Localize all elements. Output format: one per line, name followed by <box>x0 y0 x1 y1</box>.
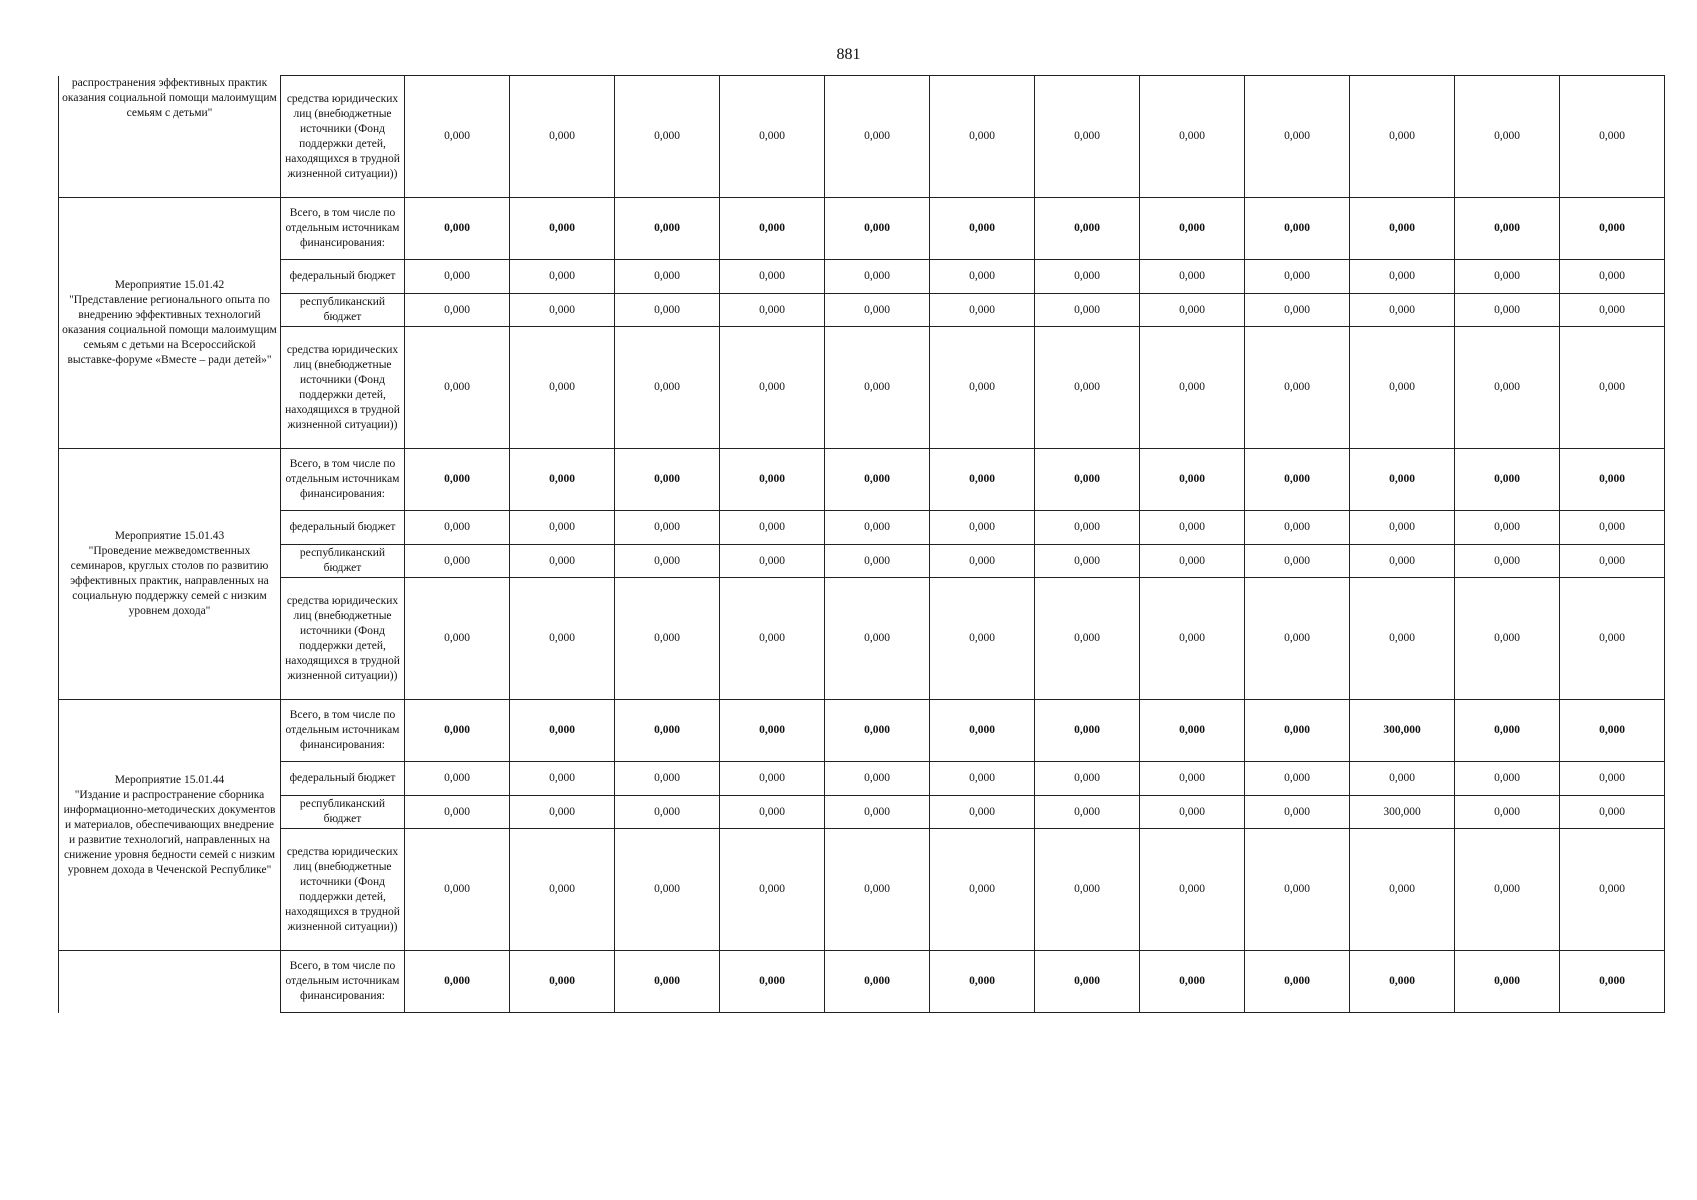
value-cell: 0,000 <box>1245 449 1350 511</box>
event-description: "Проведение межведомственных семинаров, круглых столов по развитию эффективных практик, направленных на социальную поддержку семей с низким уровнем дохода" <box>70 545 269 617</box>
value-cell: 300,000 <box>1350 700 1455 762</box>
value-cell: 0,000 <box>1245 545 1350 578</box>
value-cell: 0,000 <box>1035 327 1140 449</box>
value-cell: 0,000 <box>1560 327 1665 449</box>
value-cell: 0,000 <box>720 449 825 511</box>
event-description: распространения эффективных практик оказания социальной помощи малоимущим семьям с детьми" <box>62 76 277 119</box>
value-cell: 0,000 <box>405 829 510 951</box>
value-cell: 0,000 <box>1035 294 1140 327</box>
value-cell: 0,000 <box>930 545 1035 578</box>
value-cell: 0,000 <box>615 829 720 951</box>
value-cell: 0,000 <box>1455 829 1560 951</box>
value-cell: 0,000 <box>1350 198 1455 260</box>
value-cell: 0,000 <box>930 327 1035 449</box>
value-cell: 0,000 <box>1035 578 1140 700</box>
value-cell: 0,000 <box>930 951 1035 1013</box>
value-cell: 0,000 <box>1350 829 1455 951</box>
value-cell: 0,000 <box>1140 449 1245 511</box>
event-description: "Издание и распространение сборника информационно-методических документов и материалов, обеспечивающих внедрение и развитие технологий, направленных на снижение уровня бедности семей с низким уровнем дохода в Чеченской Республике" <box>63 788 276 876</box>
value-cell: 0,000 <box>1035 511 1140 545</box>
value-cell: 0,000 <box>1350 327 1455 449</box>
value-cell: 0,000 <box>405 796 510 829</box>
table-row <box>59 762 1665 796</box>
value-cell: 0,000 <box>1140 762 1245 796</box>
value-cell: 0,000 <box>825 449 930 511</box>
value-cell: 0,000 <box>1560 700 1665 762</box>
value-cell: 0,000 <box>1245 327 1350 449</box>
value-cell: 0,000 <box>825 578 930 700</box>
funding-source: Всего, в том числе по отдельным источникам финансирования: <box>281 449 405 511</box>
event-title: Мероприятие 15.01.43 <box>114 530 225 542</box>
value-cell: 0,000 <box>720 76 825 198</box>
value-cell: 0,000 <box>405 700 510 762</box>
value-cell: 0,000 <box>615 511 720 545</box>
value-cell: 0,000 <box>1560 294 1665 327</box>
value-cell: 0,000 <box>1245 762 1350 796</box>
value-cell: 0,000 <box>1245 260 1350 294</box>
value-cell: 0,000 <box>720 260 825 294</box>
value-cell: 0,000 <box>1245 951 1350 1013</box>
value-cell: 0,000 <box>930 294 1035 327</box>
value-cell: 0,000 <box>1455 511 1560 545</box>
value-cell: 0,000 <box>1350 511 1455 545</box>
value-cell: 0,000 <box>1455 578 1560 700</box>
table-row <box>59 294 1665 327</box>
value-cell: 0,000 <box>1140 951 1245 1013</box>
value-cell: 0,000 <box>1350 449 1455 511</box>
table-row <box>59 578 1665 700</box>
value-cell: 0,000 <box>930 829 1035 951</box>
value-cell: 0,000 <box>930 796 1035 829</box>
value-cell: 0,000 <box>1560 951 1665 1013</box>
value-cell: 0,000 <box>1140 829 1245 951</box>
value-cell: 0,000 <box>825 951 930 1013</box>
funding-source: Всего, в том числе по отдельным источникам финансирования: <box>281 951 405 1013</box>
value-cell: 0,000 <box>825 511 930 545</box>
value-cell: 0,000 <box>1455 762 1560 796</box>
value-cell: 0,000 <box>1455 951 1560 1013</box>
value-cell: 0,000 <box>720 511 825 545</box>
value-cell: 0,000 <box>1140 578 1245 700</box>
value-cell: 0,000 <box>1140 294 1245 327</box>
value-cell: 0,000 <box>1560 762 1665 796</box>
value-cell: 0,000 <box>1035 260 1140 294</box>
page-number: 881 <box>836 46 861 63</box>
funding-source: средства юридических лиц (внебюджетные источники (Фонд поддержки детей, находящихся в трудной жизненной ситуации)) <box>281 76 405 198</box>
value-cell: 0,000 <box>1035 76 1140 198</box>
value-cell: 0,000 <box>1140 545 1245 578</box>
value-cell: 0,000 <box>825 762 930 796</box>
value-cell: 0,000 <box>825 829 930 951</box>
event-title: Мероприятие 15.01.44 <box>114 773 225 786</box>
table-row <box>59 76 1665 198</box>
value-cell: 0,000 <box>1455 449 1560 511</box>
event-cell <box>59 76 281 198</box>
value-cell: 0,000 <box>825 260 930 294</box>
value-cell: 0,000 <box>615 951 720 1013</box>
value-cell: 0,000 <box>1350 578 1455 700</box>
value-cell: 0,000 <box>1245 829 1350 951</box>
value-cell: 0,000 <box>1140 511 1245 545</box>
event-cell <box>59 198 281 449</box>
value-cell: 0,000 <box>1560 578 1665 700</box>
budget-table <box>58 75 1665 1013</box>
value-cell: 0,000 <box>1035 762 1140 796</box>
value-cell: 0,000 <box>615 796 720 829</box>
value-cell: 0,000 <box>1245 294 1350 327</box>
value-cell: 0,000 <box>1560 545 1665 578</box>
value-cell: 0,000 <box>720 951 825 1013</box>
value-cell: 0,000 <box>930 511 1035 545</box>
value-cell: 0,000 <box>1455 294 1560 327</box>
table-row <box>59 545 1665 578</box>
value-cell: 0,000 <box>1140 198 1245 260</box>
value-cell: 0,000 <box>720 578 825 700</box>
funding-source: Всего, в том числе по отдельным источникам финансирования: <box>281 198 405 260</box>
value-cell: 0,000 <box>720 829 825 951</box>
value-cell: 0,000 <box>825 198 930 260</box>
funding-source: республиканский бюджет <box>281 545 405 578</box>
value-cell: 0,000 <box>615 198 720 260</box>
table-row <box>59 449 1665 511</box>
value-cell: 0,000 <box>510 198 615 260</box>
value-cell: 0,000 <box>1140 76 1245 198</box>
value-cell: 0,000 <box>1035 449 1140 511</box>
funding-source: средства юридических лиц (внебюджетные источники (Фонд поддержки детей, находящихся в трудной жизненной ситуации)) <box>281 578 405 700</box>
value-cell: 0,000 <box>1245 700 1350 762</box>
value-cell: 0,000 <box>1035 796 1140 829</box>
value-cell: 0,000 <box>615 449 720 511</box>
value-cell: 0,000 <box>405 294 510 327</box>
value-cell: 0,000 <box>1350 260 1455 294</box>
value-cell: 0,000 <box>1140 700 1245 762</box>
value-cell: 0,000 <box>510 327 615 449</box>
value-cell: 0,000 <box>1350 545 1455 578</box>
table-row <box>59 511 1665 545</box>
value-cell: 0,000 <box>825 327 930 449</box>
value-cell: 0,000 <box>1245 198 1350 260</box>
table-row <box>59 700 1665 762</box>
value-cell: 0,000 <box>1140 327 1245 449</box>
value-cell: 0,000 <box>720 198 825 260</box>
value-cell: 0,000 <box>405 578 510 700</box>
value-cell: 0,000 <box>930 76 1035 198</box>
value-cell: 0,000 <box>720 545 825 578</box>
value-cell: 0,000 <box>825 76 930 198</box>
funding-source: федеральный бюджет <box>281 762 405 796</box>
event-title: Мероприятие 15.01.42 <box>114 279 225 291</box>
value-cell: 0,000 <box>405 762 510 796</box>
event-description: "Представление регионального опыта по внедрению эффективных технологий оказания социальной помощи малоимущим семьям с детьми на Всероссийской выставке-форуме «Вместе – ради детей»" <box>62 294 277 366</box>
value-cell: 0,000 <box>405 76 510 198</box>
value-cell: 0,000 <box>825 294 930 327</box>
value-cell: 0,000 <box>615 294 720 327</box>
table-row <box>59 796 1665 829</box>
value-cell: 0,000 <box>615 76 720 198</box>
value-cell: 0,000 <box>510 545 615 578</box>
value-cell: 0,000 <box>405 449 510 511</box>
value-cell: 0,000 <box>510 294 615 327</box>
value-cell: 0,000 <box>1245 511 1350 545</box>
funding-source: Всего, в том числе по отдельным источникам финансирования: <box>281 700 405 762</box>
value-cell: 0,000 <box>405 260 510 294</box>
value-cell: 0,000 <box>1140 260 1245 294</box>
event-cell <box>59 449 281 700</box>
value-cell: 0,000 <box>1560 198 1665 260</box>
value-cell: 0,000 <box>1455 260 1560 294</box>
value-cell: 0,000 <box>1560 260 1665 294</box>
value-cell: 0,000 <box>1455 700 1560 762</box>
value-cell: 0,000 <box>1035 198 1140 260</box>
value-cell: 0,000 <box>930 198 1035 260</box>
value-cell: 0,000 <box>1455 327 1560 449</box>
event-cell <box>59 951 281 1013</box>
value-cell: 0,000 <box>1140 796 1245 829</box>
value-cell: 0,000 <box>720 762 825 796</box>
value-cell: 0,000 <box>1035 829 1140 951</box>
value-cell: 0,000 <box>615 545 720 578</box>
value-cell: 0,000 <box>1245 578 1350 700</box>
value-cell: 0,000 <box>615 762 720 796</box>
value-cell: 0,000 <box>1350 76 1455 198</box>
value-cell: 0,000 <box>720 294 825 327</box>
value-cell: 0,000 <box>930 578 1035 700</box>
value-cell: 0,000 <box>615 260 720 294</box>
value-cell: 0,000 <box>510 951 615 1013</box>
value-cell: 0,000 <box>1455 796 1560 829</box>
event-cell <box>59 700 281 951</box>
table-row <box>59 951 1665 1013</box>
value-cell: 0,000 <box>405 511 510 545</box>
value-cell: 0,000 <box>1035 700 1140 762</box>
value-cell: 0,000 <box>1035 951 1140 1013</box>
value-cell: 0,000 <box>1350 294 1455 327</box>
value-cell: 0,000 <box>1560 829 1665 951</box>
value-cell: 0,000 <box>405 327 510 449</box>
funding-source: средства юридических лиц (внебюджетные источники (Фонд поддержки детей, находящихся в трудной жизненной ситуации)) <box>281 829 405 951</box>
table-row <box>59 198 1665 260</box>
funding-source: федеральный бюджет <box>281 260 405 294</box>
value-cell: 0,000 <box>510 829 615 951</box>
value-cell: 0,000 <box>510 700 615 762</box>
value-cell: 0,000 <box>930 260 1035 294</box>
value-cell: 0,000 <box>510 762 615 796</box>
value-cell: 0,000 <box>510 578 615 700</box>
value-cell: 0,000 <box>825 545 930 578</box>
value-cell: 300,000 <box>1350 796 1455 829</box>
funding-source: средства юридических лиц (внебюджетные источники (Фонд поддержки детей, находящихся в трудной жизненной ситуации)) <box>281 327 405 449</box>
value-cell: 0,000 <box>720 700 825 762</box>
value-cell: 0,000 <box>615 327 720 449</box>
value-cell: 0,000 <box>405 545 510 578</box>
value-cell: 0,000 <box>510 511 615 545</box>
value-cell: 0,000 <box>1035 545 1140 578</box>
value-cell: 0,000 <box>825 796 930 829</box>
value-cell: 0,000 <box>930 700 1035 762</box>
funding-source: федеральный бюджет <box>281 511 405 545</box>
value-cell: 0,000 <box>1455 76 1560 198</box>
value-cell: 0,000 <box>1560 449 1665 511</box>
table-row <box>59 260 1665 294</box>
value-cell: 0,000 <box>1455 545 1560 578</box>
value-cell: 0,000 <box>615 700 720 762</box>
value-cell: 0,000 <box>930 762 1035 796</box>
value-cell: 0,000 <box>405 951 510 1013</box>
value-cell: 0,000 <box>1350 762 1455 796</box>
value-cell: 0,000 <box>1455 198 1560 260</box>
value-cell: 0,000 <box>510 76 615 198</box>
value-cell: 0,000 <box>1560 511 1665 545</box>
value-cell: 0,000 <box>1350 951 1455 1013</box>
value-cell: 0,000 <box>615 578 720 700</box>
value-cell: 0,000 <box>1560 796 1665 829</box>
value-cell: 0,000 <box>720 796 825 829</box>
table-row <box>59 327 1665 449</box>
table-row <box>59 829 1665 951</box>
value-cell: 0,000 <box>720 327 825 449</box>
value-cell: 0,000 <box>1245 76 1350 198</box>
funding-source: республиканский бюджет <box>281 294 405 327</box>
value-cell: 0,000 <box>405 198 510 260</box>
value-cell: 0,000 <box>510 260 615 294</box>
funding-source: республиканский бюджет <box>281 796 405 829</box>
value-cell: 0,000 <box>1560 76 1665 198</box>
value-cell: 0,000 <box>1245 796 1350 829</box>
value-cell: 0,000 <box>510 449 615 511</box>
value-cell: 0,000 <box>825 700 930 762</box>
value-cell: 0,000 <box>930 449 1035 511</box>
value-cell: 0,000 <box>510 796 615 829</box>
